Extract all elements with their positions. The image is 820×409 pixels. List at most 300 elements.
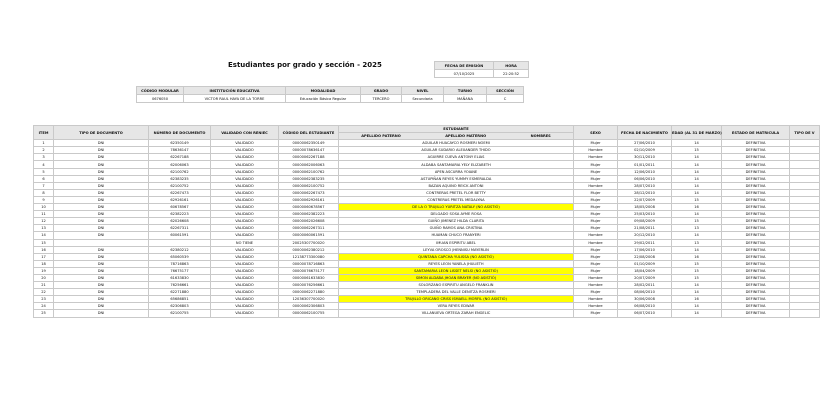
row-validado: VALIDADO [211,154,279,161]
row-nacimiento: 12/06/2010 [618,168,672,175]
row-nombre: DELGADO SOSA AYME ROSA [339,211,574,218]
table-row [34,168,820,175]
row-tipo-v [790,274,820,281]
row-edad: 15 [672,260,722,267]
row-tipo: DNI [54,246,149,253]
row-validado: VALIDADO [211,274,279,281]
row-nacimiento: 01/10/2009 [618,260,672,267]
row-nombre: QUINTANA CAPCHA YULISSA (NO ASISTIÓ) [339,253,574,260]
row-tipo-v [790,154,820,161]
row-tipo-v [790,303,820,310]
row-nombre: SOLORZANO ESPIRITU ANGELO FRANKLIN [339,282,574,289]
row-item: 21 [34,282,54,289]
row-sexo: Hombre [574,296,618,303]
table-row [34,246,820,253]
row-tipo: DNI [54,218,149,225]
row-codigo: 00000062382223 [279,211,339,218]
row-estado: DEFINITIVA [722,182,790,189]
inst-header-codigo: CÓDIGO MODULAR [137,87,184,95]
table-row [34,303,820,310]
row-edad: 13 [672,239,722,246]
row-sexo: Mujer [574,196,618,203]
inst-header-grado: GRADO [361,87,402,95]
row-validado: VALIDADO [211,189,279,196]
table-row [34,310,820,317]
table-row [34,175,820,182]
row-nombre: SANTAMARIA LEON LISSET NELSI (NO ASISTIÓ) [339,267,574,274]
row-numero: 62380212 [149,246,211,253]
row-edad: 16 [672,253,722,260]
row-tipo: DNI [54,196,149,203]
row-sexo: Mujer [574,175,618,182]
table-row [34,282,820,289]
row-tipo-v [790,196,820,203]
inst-codigo: 0676050 [137,95,184,103]
row-validado: VALIDADO [211,147,279,154]
row-sexo: Hombre [574,303,618,310]
row-numero: 62382223 [149,211,211,218]
col-header-sexo: SEXO [574,126,618,140]
row-edad: 14 [672,175,722,182]
row-tipo: DNI [54,161,149,168]
inst-institucion: VICTOR RAUL HAYA DE LA TORRE [184,95,286,103]
institution-table [136,86,524,103]
row-edad: 15 [672,147,722,154]
students-rows [34,140,820,317]
row-numero: 62350149 [149,140,211,147]
row-numero: 65686851 [149,296,211,303]
col-header-ap-paterno: APELLIDO PATERNO [361,134,401,139]
row-nombre: TEMPLADERA DEL VALLE DENITZA ROSMERI [339,289,574,296]
row-nombre: VERA REYES EDWAR [339,303,574,310]
row-numero: 78716863 [149,260,211,267]
row-validado: VALIDADO [211,211,279,218]
row-codigo: 00000076675177 [279,267,339,274]
row-estado: DEFINITIVA [722,232,790,239]
row-tipo: DNI [54,267,149,274]
row-item: 14 [34,232,54,239]
row-nacimiento: 18/05/2008 [618,204,672,211]
table-row [34,239,820,246]
col-header-ap-materno: APELLIDO MATERNO [445,134,487,139]
row-tipo-v [790,211,820,218]
row-item: 4 [34,161,54,168]
row-item: 3 [34,154,54,161]
row-tipo: DNI [54,204,149,211]
row-item: 1 [34,140,54,147]
row-estado: DEFINITIVA [722,154,790,161]
row-validado: VALIDADO [211,196,279,203]
row-codigo: 00000062100755 [279,310,339,317]
row-validado: VALIDADO [211,246,279,253]
row-numero: 60061591 [149,232,211,239]
row-tipo: DNI [54,225,149,232]
row-item: 6 [34,175,54,182]
row-estado: DEFINITIVA [722,140,790,147]
row-nacimiento: 06/07/2010 [618,310,672,317]
row-validado: NO TIENE [211,239,279,246]
col-header-item: ITEM [34,126,54,140]
row-estado: DEFINITIVA [722,204,790,211]
row-tipo-v [790,140,820,147]
row-edad: 15 [672,274,722,281]
row-item: 15 [34,239,54,246]
row-numero: 60678567 [149,204,211,211]
inst-header-seccion: SECCIÓN [487,87,524,95]
row-codigo: 00000078716863 [279,260,339,267]
row-estado: DEFINITIVA [722,175,790,182]
row-nacimiento: 08/06/2010 [618,289,672,296]
row-tipo-v [790,253,820,260]
row-item: 2 [34,147,54,154]
row-estado: DEFINITIVA [722,253,790,260]
row-sexo: Mujer [574,168,618,175]
row-estado: DEFINITIVA [722,168,790,175]
row-item: 25 [34,310,54,317]
row-codigo: 00000060678567 [279,204,339,211]
row-tipo-v [790,147,820,154]
col-header-codigo: CÓDIGO DEL ESTUDIANTE [279,126,339,140]
row-estado: DEFINITIVA [722,211,790,218]
row-codigo: 00000062006063 [279,161,339,168]
row-nombre: APEN ASCURRA YOIANE [339,168,574,175]
row-tipo-v [790,175,820,182]
row-item: 8 [34,189,54,196]
row-sexo: Mujer [574,189,618,196]
row-item: 22 [34,289,54,296]
row-nombre: REYES LEON YANELA JHULIETH [339,260,574,267]
row-numero: 62100752 [149,182,211,189]
row-tipo: DNI [54,289,149,296]
row-item: 11 [34,211,54,218]
row-tipo: DNI [54,310,149,317]
row-sexo: Mujer [574,260,618,267]
row-nombre: HUAMAN CHUCO FRANYERI [339,232,574,239]
row-sexo: Mujer [574,140,618,147]
row-nombre: GUIÑO RAMOS ANA CRISTINA [339,225,574,232]
inst-modalidad: Educación Básica Regular [286,95,361,103]
row-numero: 65060539 [149,253,211,260]
row-sexo: Mujer [574,310,618,317]
row-nacimiento: 28/12/2010 [618,189,672,196]
row-validado: VALIDADO [211,253,279,260]
row-validado: VALIDADO [211,204,279,211]
row-nombre: SIMON ALDABA JHOAN BRAYER (NO ASISTIÓ) [339,274,574,281]
row-sexo: Hombre [574,182,618,189]
row-sexo: Hombre [574,239,618,246]
col-header-nombre-group [339,133,574,140]
row-tipo-v [790,310,820,317]
row-estado: DEFINITIVA [722,289,790,296]
row-numero: 62267188 [149,154,211,161]
row-numero: 62026608 [149,218,211,225]
row-item: 23 [34,296,54,303]
row-item: 24 [34,303,54,310]
emission-table [434,61,529,78]
row-estado: DEFINITIVA [722,296,790,303]
row-codigo: 00000062267188 [279,154,339,161]
row-nacimiento: 30/11/2010 [618,154,672,161]
row-estado: DEFINITIVA [722,189,790,196]
table-row [34,189,820,196]
row-edad: 15 [672,267,722,274]
emission-date: 07/10/2025 [435,70,494,78]
row-validado: VALIDADO [211,218,279,225]
row-edad: 14 [672,289,722,296]
row-estado: DEFINITIVA [722,274,790,281]
row-edad: 14 [672,189,722,196]
row-nacimiento: 20/07/2009 [618,274,672,281]
row-tipo: DNI [54,260,149,267]
row-nacimiento: 22/08/2008 [618,253,672,260]
row-nacimiento: 21/08/2011 [618,225,672,232]
row-edad: 14 [672,303,722,310]
row-edad: 14 [672,168,722,175]
table-row [34,204,820,211]
row-codigo: 00000062267311 [279,225,339,232]
row-tipo [54,239,149,246]
row-tipo-v [790,289,820,296]
table-row [34,218,820,225]
row-item: 10 [34,204,54,211]
row-nombre: ALDABA SANTAMARIA YELY ELIZABETH [339,161,574,168]
row-validado: VALIDADO [211,260,279,267]
row-edad: 14 [672,310,722,317]
row-nacimiento: 29/02/2011 [618,239,672,246]
row-tipo: DNI [54,147,149,154]
row-nacimiento: 28/02/2011 [618,282,672,289]
row-nacimiento: 06/06/2010 [618,175,672,182]
row-nacimiento: 28/07/2010 [618,182,672,189]
row-nacimiento: 22/07/2009 [618,196,672,203]
row-edad: 14 [672,211,722,218]
row-validado: VALIDADO [211,182,279,189]
col-header-tipo: TIPO DE DOCUMENTO [54,126,149,140]
inst-grado: TERCERO [361,95,402,103]
row-edad: 14 [672,154,722,161]
row-item: 5 [34,168,54,175]
row-tipo: DNI [54,140,149,147]
row-estado: DEFINITIVA [722,161,790,168]
row-numero: 62306803 [149,303,211,310]
table-row [34,267,820,274]
row-numero: 76675177 [149,267,211,274]
row-tipo: DNI [54,182,149,189]
inst-header-institucion: INSTITUCIÓN EDUCATIVA [184,87,286,95]
row-tipo-v [790,267,820,274]
row-edad: 15 [672,196,722,203]
row-edad: 13 [672,225,722,232]
row-nacimiento: 30/06/2008 [618,296,672,303]
row-tipo: DNI [54,303,149,310]
row-sexo: Mujer [574,204,618,211]
row-validado: VALIDADO [211,175,279,182]
row-codigo: 20025307700020 [279,239,339,246]
row-nombre: DE LA O TRUJILLO YURITZA NATALY (NO ASISTIÓ) [339,204,574,211]
col-header-estudiante: ESTUDIANTE [339,126,574,133]
row-codigo: 00000062026608 [279,218,339,225]
row-numero: 62100755 [149,310,211,317]
row-item: 20 [34,274,54,281]
row-sexo: Hombre [574,232,618,239]
table-row [34,154,820,161]
row-edad: 14 [672,140,722,147]
row-nombre: TRUJILLO ORICANO CRISS ISMAELL MORFIL (NO ASISTIÓ) [339,296,574,303]
row-codigo: 00000062306803 [279,303,339,310]
row-validado: VALIDADO [211,303,279,310]
row-tipo-v [790,218,820,225]
row-item: 7 [34,182,54,189]
row-tipo-v [790,232,820,239]
row-tipo: DNI [54,274,149,281]
table-row [34,260,820,267]
row-sexo: Mujer [574,211,618,218]
row-codigo: 12138773300080 [279,253,339,260]
row-item: 19 [34,267,54,274]
row-nombre: AGUIRRE CUEVA ANTONY ELIAS [339,154,574,161]
row-estado: DEFINITIVA [722,310,790,317]
row-estado: DEFINITIVA [722,147,790,154]
row-sexo: Hombre [574,147,618,154]
row-edad: 14 [672,161,722,168]
row-codigo: 00000062350149 [279,140,339,147]
row-nacimiento: 06/08/2010 [618,303,672,310]
row-estado: DEFINITIVA [722,246,790,253]
row-estado: DEFINITIVA [722,239,790,246]
row-item: 18 [34,260,54,267]
row-codigo: 00000062383235 [279,175,339,182]
row-sexo: Mujer [574,246,618,253]
table-row [34,211,820,218]
table-row [34,232,820,239]
table-row [34,225,820,232]
row-codigo: 12036307700020 [279,296,339,303]
row-tipo: DNI [54,154,149,161]
row-nacimiento: 09/08/2009 [618,218,672,225]
row-nombre: CONTRERAS PRETEL FLOR BETTY [339,189,574,196]
row-estado: DEFINITIVA [722,303,790,310]
inst-header-turno: TURNO [444,87,487,95]
row-nacimiento: 02/10/2009 [618,147,672,154]
row-sexo: Mujer [574,253,618,260]
row-codigo: 00000076256661 [279,282,339,289]
row-nombre: IMUAN ESPIRITU ABEL [339,239,574,246]
col-header-nacimiento: FECHA DE NACIMIENTO [618,126,672,140]
row-tipo-v [790,189,820,196]
row-estado: DEFINITIVA [722,225,790,232]
row-nombre: CONTRERAS PRETEL MEDALYNA [339,196,574,203]
row-nacimiento: 17/06/2010 [618,246,672,253]
row-item: 16 [34,246,54,253]
row-numero: 62271880 [149,289,211,296]
row-validado: VALIDADO [211,140,279,147]
row-numero [149,239,211,246]
row-tipo: DNI [54,189,149,196]
row-validado: VALIDADO [211,310,279,317]
students-table [33,125,820,318]
inst-nivel: Secundaria [402,95,444,103]
row-tipo: DNI [54,296,149,303]
row-validado: VALIDADO [211,232,279,239]
table-row [34,253,820,260]
row-estado: DEFINITIVA [722,267,790,274]
col-header-tipo-v: TIPO DE V [790,126,820,140]
row-tipo-v [790,204,820,211]
report-title: Estudiantes por grado y sección - 2025 [228,61,382,69]
row-tipo-v [790,246,820,253]
row-tipo-v [790,182,820,189]
row-codigo: 00000062100762 [279,168,339,175]
row-tipo: DNI [54,211,149,218]
row-validado: VALIDADO [211,267,279,274]
row-numero: 62006063 [149,161,211,168]
row-tipo-v [790,239,820,246]
row-numero: 78636147 [149,147,211,154]
row-nacimiento: 27/06/2010 [618,140,672,147]
row-item: 9 [34,196,54,203]
table-row [34,274,820,281]
row-edad: 14 [672,282,722,289]
row-nacimiento: 01/01/2011 [618,161,672,168]
row-codigo: 00000062271880 [279,289,339,296]
row-estado: DEFINITIVA [722,260,790,267]
row-edad: 15 [672,218,722,225]
row-validado: VALIDADO [211,296,279,303]
row-codigo: 00000061633830 [279,274,339,281]
row-codigo: 00000062380212 [279,246,339,253]
row-nombre: AGUILAR HUACAYCO ROSMERI NOEMI [339,140,574,147]
row-edad: 16 [672,204,722,211]
row-numero: 61633830 [149,274,211,281]
row-codigo: 00000062100752 [279,182,339,189]
table-row [34,296,820,303]
emission-time-label: HORA [494,62,529,70]
row-numero: 62100762 [149,168,211,175]
col-header-nombres: NOMBRES [530,134,551,139]
row-estado: DEFINITIVA [722,282,790,289]
row-tipo-v [790,296,820,303]
row-sexo: Mujer [574,225,618,232]
row-codigo: 00000060061591 [279,232,339,239]
row-tipo: DNI [54,168,149,175]
table-row [34,140,820,147]
row-tipo: DNI [54,232,149,239]
row-tipo: DNI [54,175,149,182]
emission-date-label: FECHA DE EMISIÓN [435,62,494,70]
row-nombre: GUIÑO JIMENEZ HILDA CLARITA [339,218,574,225]
row-numero: 76256661 [149,282,211,289]
row-sexo: Hombre [574,154,618,161]
row-sexo: Mujer [574,161,618,168]
row-validado: VALIDADO [211,168,279,175]
row-tipo-v [790,260,820,267]
row-tipo-v [790,225,820,232]
table-row [34,161,820,168]
col-header-estado: ESTADO DE MATRICULA [722,126,790,140]
row-sexo: Mujer [574,218,618,225]
row-estado: DEFINITIVA [722,218,790,225]
row-codigo: 00000062267473 [279,189,339,196]
row-sexo: Hombre [574,274,618,281]
row-tipo: DNI [54,282,149,289]
row-numero: 62383235 [149,175,211,182]
row-codigo: 00000078636147 [279,147,339,154]
row-nombre: ASTUPIÑAN REYES YUMMY ESMERALDA [339,175,574,182]
table-row [34,182,820,189]
row-nombre: BAZAN AQUINO REICK ANTONI [339,182,574,189]
col-header-numero: NÚMERO DE DOCUMENTO [149,126,211,140]
row-nacimiento: 25/03/2010 [618,211,672,218]
